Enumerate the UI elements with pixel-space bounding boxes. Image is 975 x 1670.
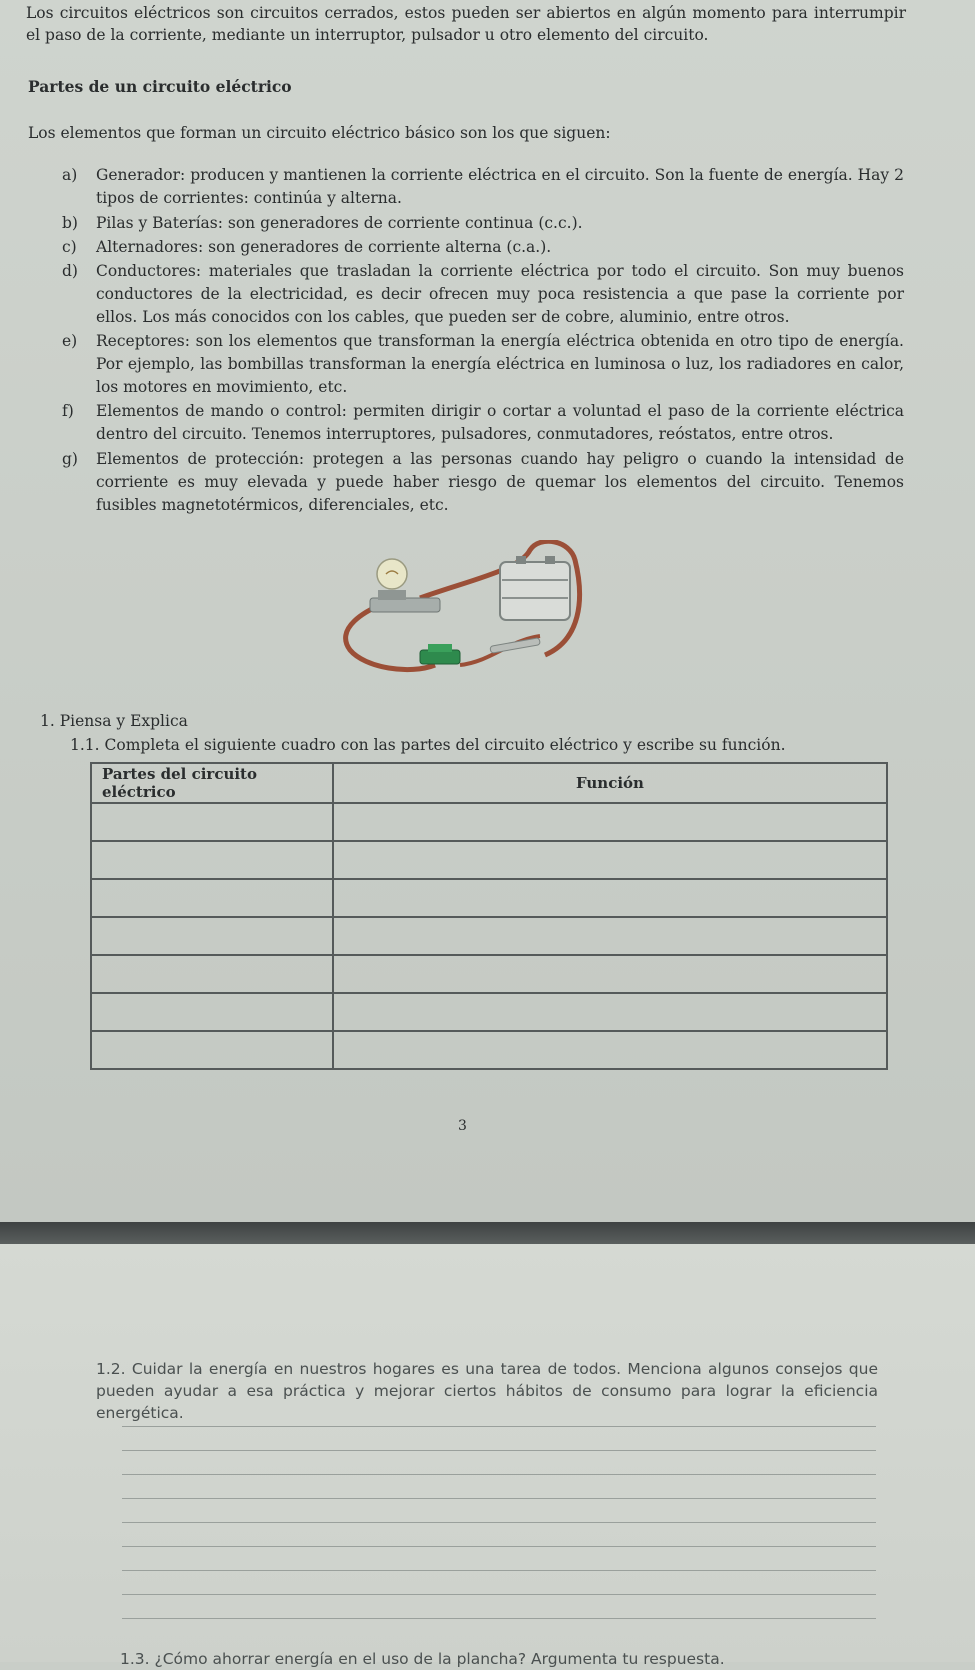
- header-funcion: Función: [333, 763, 887, 803]
- list-item-text: Pilas y Baterías: son generadores de corriente continua (c.c.).: [96, 214, 583, 232]
- table-row: [91, 803, 887, 841]
- table-cell-function[interactable]: [333, 917, 887, 955]
- list-item-text: Generador: producen y mantienen la corriente eléctrica en el circuito. Son la fuente de energía. Hay 2 tipos de corrientes: continúa y alterna.: [96, 166, 904, 207]
- table-cell-function[interactable]: [333, 841, 887, 879]
- list-item-generador: [62, 164, 904, 210]
- answer-line[interactable]: [122, 1474, 876, 1475]
- list-item-label: f): [62, 402, 74, 420]
- table-cell-function[interactable]: [333, 1031, 887, 1069]
- list-item-conductores: [62, 260, 904, 329]
- page-divider: [0, 1222, 975, 1244]
- page-number: 3: [458, 1118, 467, 1134]
- list-item-text: Receptores: son los elementos que transforman la energía eléctrica obtenida en otro tipo de energía. Por ejemplo, las bombillas transforman la energía eléctrica en luminosa o luz, los radiadores en calor, los motores en movimiento, etc.: [96, 332, 904, 396]
- list-item-label: a): [62, 166, 78, 184]
- answer-line[interactable]: [122, 1522, 876, 1523]
- table-cell-function[interactable]: [333, 879, 887, 917]
- list-item-label: b): [62, 214, 78, 232]
- question-1-3-prompt: 1.3. ¿Cómo ahorrar energía en el uso de la plancha? Argumenta tu respuesta.: [120, 1649, 725, 1668]
- table-cell-part[interactable]: [91, 841, 333, 879]
- table-row: [91, 841, 887, 879]
- table-cell-part[interactable]: [91, 803, 333, 841]
- table-cell-function[interactable]: [333, 993, 887, 1031]
- list-item-mando: [62, 400, 904, 446]
- answer-line[interactable]: [122, 1498, 876, 1499]
- header-partes: Partes del circuito eléctrico: [91, 763, 333, 803]
- table-cell-function[interactable]: [333, 803, 887, 841]
- list-item-text: Elementos de mando o control: permiten dirigir o cortar a voluntad el paso de la corriente eléctrica dentro del circuito. Tenemos interruptores, pulsadores, conmutadores, reóstatos, entre otros.: [96, 402, 904, 443]
- list-item-alternadores: [62, 236, 904, 259]
- intro-paragraph: Los circuitos eléctricos son circuitos cerrados, estos pueden ser abiertos en algún momento para interrumpir el paso de la corriente, mediante un interruptor, pulsador u otro elemento del circuito.: [26, 4, 906, 44]
- table-row: [91, 955, 887, 993]
- table-row: [91, 879, 887, 917]
- answer-line[interactable]: [122, 1426, 876, 1427]
- list-item-proteccion: [62, 448, 904, 517]
- answer-line[interactable]: [122, 1594, 876, 1595]
- table-cell-part[interactable]: [91, 993, 333, 1031]
- question-1-1-prompt: 1.1. Completa el siguiente cuadro con las partes del circuito eléctrico y escribe su función.: [70, 735, 786, 754]
- worksheet-page-2: [0, 1244, 975, 1668]
- parts-function-table: [90, 762, 888, 1070]
- list-item-pilas: [62, 212, 904, 235]
- list-item-label: d): [62, 262, 78, 280]
- answer-line[interactable]: [122, 1570, 876, 1571]
- list-item-label: c): [62, 238, 77, 256]
- question-1-heading: 1. Piensa y Explica: [40, 711, 188, 730]
- table-cell-part[interactable]: [91, 1031, 333, 1069]
- list-item-receptores: [62, 330, 904, 399]
- list-item-text: Conductores: materiales que trasladan la corriente eléctrica por todo el circuito. Son muy buenos conductores de la electricidad, es decir ofrecen muy poca resistencia a que pase la corriente por ellos. Los más conocidos con los cables, que pueden ser de cobre, aluminio, entre otros.: [96, 262, 904, 326]
- list-item-text: Elementos de protección: protegen a las personas cuando hay peligro o cuando la intensidad de corriente es muy elevada y puede haber riesgo de quemar los elementos del circuito. Tenemos fusibles magnetotérmicos, diferenciales, etc.: [96, 450, 904, 514]
- section-title: Partes de un circuito eléctrico: [28, 77, 292, 96]
- question-1-2-prompt: 1.2. Cuidar la energía en nuestros hogares es una tarea de todos. Menciona algunos consejos que pueden ayudar a esa práctica y mejorar ciertos hábitos de consumo para lograr la eficiencia energética.: [96, 1359, 878, 1422]
- list-item-text: Alternadores: son generadores de corriente alterna (c.a.).: [96, 238, 552, 256]
- answer-line[interactable]: [122, 1450, 876, 1451]
- table-cell-function[interactable]: [333, 955, 887, 993]
- table-header-row: [91, 763, 887, 803]
- circuit-diagram-illustration: [340, 540, 640, 700]
- list-item-label: e): [62, 332, 78, 350]
- answer-line[interactable]: [122, 1546, 876, 1547]
- table-row: [91, 1031, 887, 1069]
- table-cell-part[interactable]: [91, 917, 333, 955]
- table-row: [91, 993, 887, 1031]
- table-row: [91, 917, 887, 955]
- answer-line[interactable]: [122, 1618, 876, 1619]
- table-cell-part[interactable]: [91, 879, 333, 917]
- table-cell-part[interactable]: [91, 955, 333, 993]
- list-item-label: g): [62, 450, 78, 468]
- lead-paragraph: Los elementos que forman un circuito eléctrico básico son los que siguen:: [28, 124, 611, 142]
